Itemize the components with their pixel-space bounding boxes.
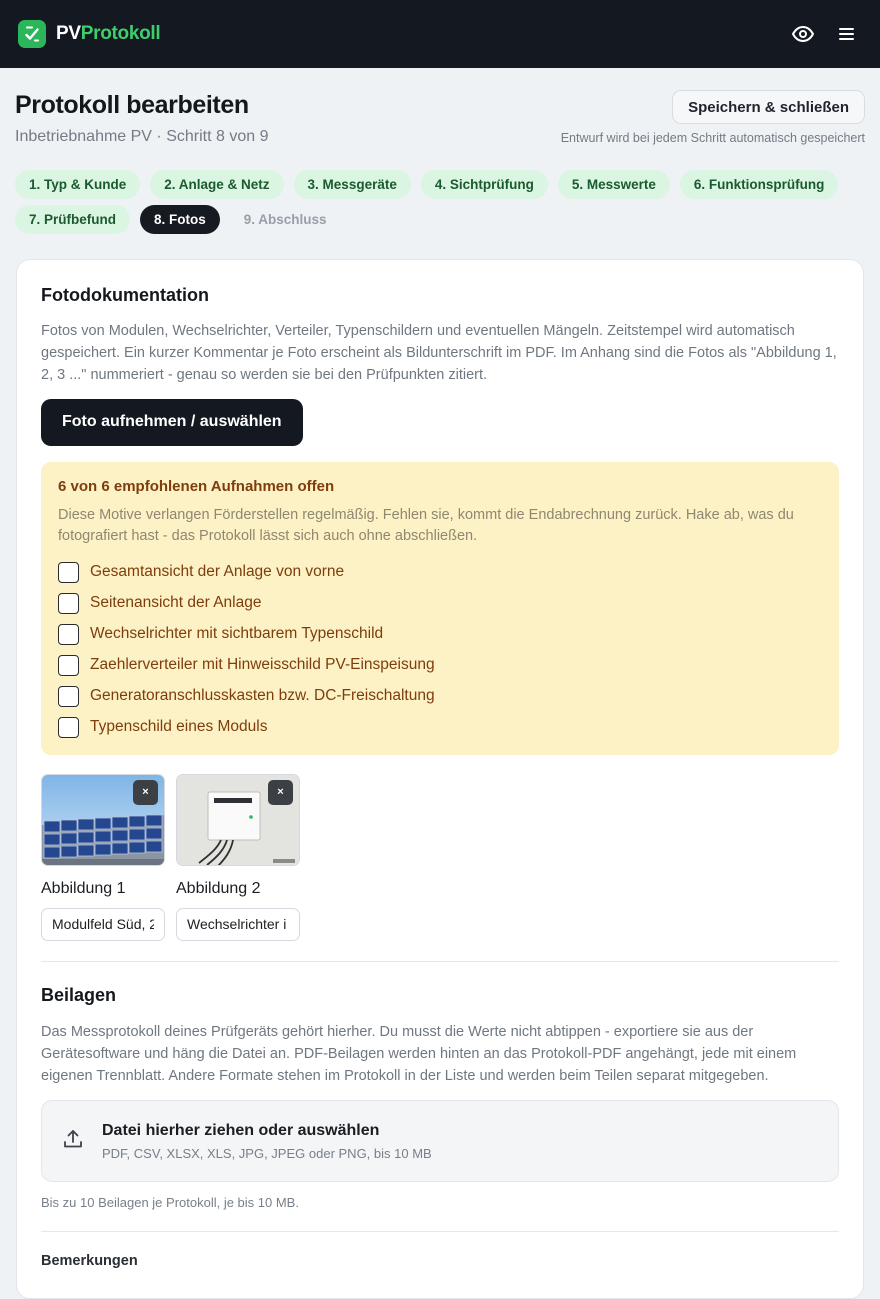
recommended-shots-checklist [58, 557, 822, 743]
checklist-item[interactable] [58, 557, 822, 588]
section-divider [41, 1231, 839, 1232]
step-4[interactable]: 4. Sichtprüfung [421, 170, 548, 199]
photo-comment-input[interactable] [41, 908, 165, 941]
recommended-shots-title: 6 von 6 empfohlenen Aufnahmen offen [58, 477, 335, 495]
attachments-limit-note: Bis zu 10 Beilagen je Protokoll, je bis 10 MB. [41, 1195, 299, 1211]
attachments-description: Das Messprotokoll deines Prüfgeräts gehört hierher. Du musst die Werte nicht abtippen - exportiere sie aus der Gerätesoftware und häng die Datei an. PDF-Beilagen werden hinten an das Protokoll-PDF angehängt, jede mit einem eigenen Trennblatt. Andere Formate stehen im Protokoll in der Liste und werden beim Teilen separat mitgegeben. [41, 1023, 797, 1085]
checkbox[interactable] [58, 593, 79, 614]
menu-icon[interactable] [832, 19, 862, 49]
checklist-item-label: Seitenansicht der Anlage [90, 594, 262, 612]
dropzone-formats: PDF, CSV, XLSX, XLS, JPG, JPEG oder PNG, bis 10 MB [102, 1145, 432, 1161]
top-bar [0, 0, 880, 68]
upload-icon [61, 1127, 85, 1156]
step-5[interactable]: 5. Messwerte [558, 170, 670, 199]
recommended-shots-text: Diese Motive verlangen Förderstellen regelmäßig. Fehlen sie, kommt die Endabrechnung zurück. Hake ab, was du fotografiert hast - das Protokoll lässt sich auch ohne abschließen. [58, 506, 794, 544]
checklist-item-label: Typenschild eines Moduls [90, 718, 268, 736]
checklist-item-label: Wechselrichter mit sichtbarem Typenschild [90, 625, 384, 643]
checklist-item[interactable] [58, 681, 822, 712]
remove-photo-button[interactable]: × [133, 780, 158, 805]
page-subtitle: Inbetriebnahme PV · Schritt 8 von 9 [15, 128, 269, 145]
eye-icon[interactable] [788, 19, 818, 49]
checklist-item-label: Gesamtansicht der Anlage von vorne [90, 563, 345, 581]
step-6[interactable]: 6. Funktionsprüfung [680, 170, 839, 199]
photo-caption: Abbildung 1 [41, 879, 126, 897]
photo-gallery [41, 774, 839, 941]
checklist-item-label: Generatoranschlusskasten bzw. DC-Freischaltung [90, 687, 435, 705]
checklist-item-label: Zaehlerverteiler mit Hinweisschild PV-Einspeisung [90, 656, 435, 674]
autosave-note: Entwurf wird bei jedem Schritt automatisch gespeichert [560, 131, 865, 145]
step-1[interactable]: 1. Typ & Kunde [15, 170, 140, 199]
page-title: Protokoll bearbeiten [15, 91, 249, 119]
checkbox[interactable] [58, 686, 79, 707]
checklist-item[interactable] [58, 588, 822, 619]
photo-comment-input[interactable] [176, 908, 300, 941]
step-2[interactable]: 2. Anlage & Netz [150, 170, 283, 199]
photo-caption: Abbildung 2 [176, 879, 261, 897]
logo-check-icon [18, 20, 46, 48]
save-and-close-button[interactable]: Speichern & schließen [672, 90, 865, 124]
checklist-item[interactable] [58, 712, 822, 743]
remove-photo-button[interactable]: × [268, 780, 293, 805]
dropzone-title: Datei hierher ziehen oder auswählen [102, 1121, 380, 1139]
photo-thumbnail-solar-panels[interactable] [41, 774, 165, 866]
page-header [0, 68, 880, 170]
file-dropzone[interactable] [41, 1100, 839, 1182]
section-divider [41, 961, 839, 962]
checkbox[interactable] [58, 717, 79, 738]
checkbox[interactable] [58, 562, 79, 583]
step-9[interactable]: 9. Abschluss [243, 212, 327, 227]
recommended-shots-notice [41, 462, 839, 755]
photo-item [176, 774, 300, 941]
checklist-item[interactable] [58, 650, 822, 681]
photos-section-description: Fotos von Modulen, Wechselrichter, Verteiler, Typenschildern und eventuellen Mängeln. Zeitstempel wird automatisch gespeichert. Ein kurzer Kommentar je Foto erscheint als Bildunterschrift im PDF. Im Anhang sind die Fotos als "Abbildung 1, 2, 3 ..." nummeriert - genau so werden sie bei den Prüfpunkten zitiert. [41, 323, 837, 384]
photos-section-title: Fotodokumentation [41, 285, 209, 305]
step-7[interactable]: 7. Prüfbefund [15, 205, 130, 234]
step-8[interactable]: 8. Fotos [140, 205, 220, 234]
step-navigation [0, 170, 880, 234]
capture-photo-button[interactable]: Foto aufnehmen / auswählen [41, 399, 303, 446]
step-3[interactable]: 3. Messgeräte [294, 170, 411, 199]
brand-name: PVProtokoll [56, 23, 161, 44]
photo-item [41, 774, 165, 941]
remarks-section-title: Bemerkungen [41, 1253, 138, 1270]
attachments-section-title: Beilagen [41, 984, 117, 1005]
checkbox[interactable] [58, 655, 79, 676]
checkbox[interactable] [58, 624, 79, 645]
photo-thumbnail-inverter[interactable] [176, 774, 300, 866]
main-card [16, 259, 864, 1299]
brand-logo[interactable] [18, 20, 160, 48]
checklist-item[interactable] [58, 619, 822, 650]
